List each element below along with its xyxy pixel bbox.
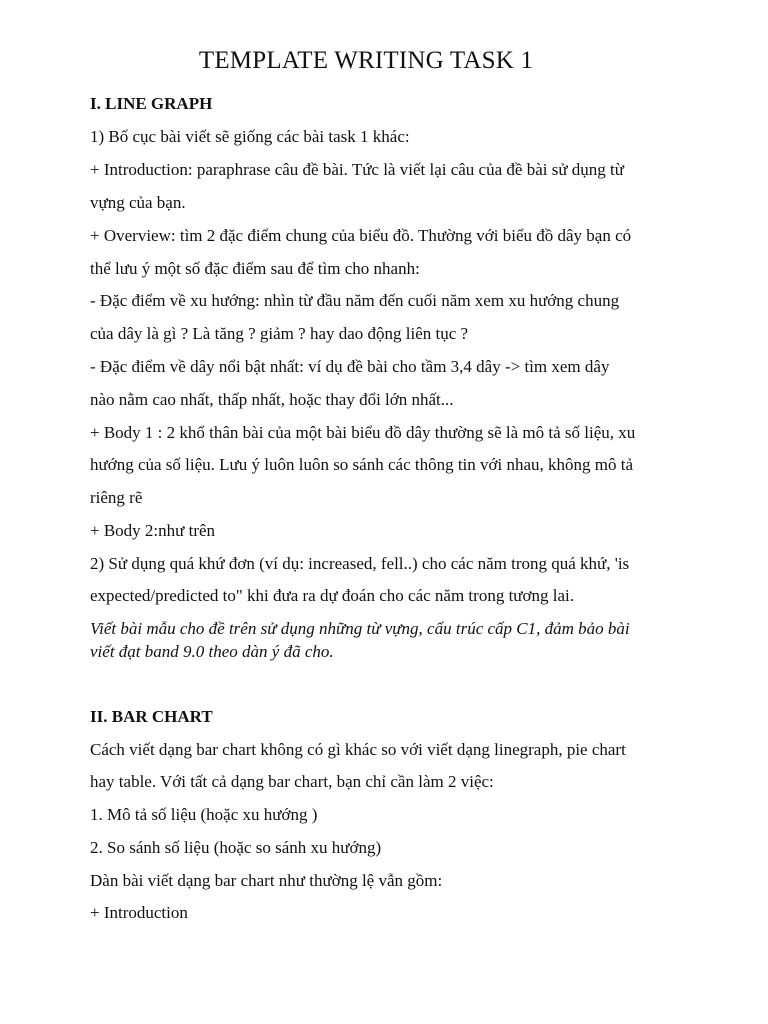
paragraph-line: hướng của số liệu. Lưu ý luôn luôn so sánh các thông tin với nhau, không mô tả [90, 455, 634, 474]
paragraph-line: 1. Mô tả số liệu (hoặc xu hướng ) [90, 805, 318, 824]
paragraph-line: 2) Sử dụng quá khứ đơn (ví dụ: increased, fell..) cho các năm trong quá khứ, 'is [90, 554, 630, 573]
paragraph-line: 2. So sánh số liệu (hoặc so sánh xu hướng) [90, 838, 382, 857]
paragraph-line: của dây là gì ? Là tăng ? giảm ? hay dao động liên tục ? [90, 324, 469, 343]
section-heading-line-graph: I. LINE GRAPH [90, 94, 213, 113]
paragraph-line: + Body 1 : 2 khổ thân bài của một bài biểu đồ dây thường sẽ là mô tả số liệu, xu [90, 423, 636, 442]
paragraph-line: + Introduction: paraphrase câu đề bài. Tức là viết lại câu của đề bài sử dụng từ [90, 160, 624, 179]
paragraph-line: riêng rẽ [90, 488, 143, 507]
paragraph-line: 1) Bố cục bài viết sẽ giống các bài task 1 khác: [90, 127, 410, 146]
paragraph-line: - Đặc điểm về dây nổi bật nhất: ví dụ đề bài cho tầm 3,4 dây -> tìm xem dây [90, 357, 610, 376]
paragraph-line: + Introduction [90, 903, 188, 922]
paragraph-line: + Body 2:như trên [90, 521, 216, 540]
section-heading-bar-chart: II. BAR CHART [90, 707, 213, 726]
italic-note-line: viết đạt band 9.0 theo dàn ý đã cho. [90, 642, 334, 661]
paragraph-line: nào nằm cao nhất, thấp nhất, hoặc thay đổi lớn nhất... [90, 390, 454, 409]
paragraph-line: vựng của bạn. [90, 193, 186, 212]
paragraph-line: Cách viết dạng bar chart không có gì khác so với viết dạng linegraph, pie chart [90, 740, 626, 759]
page-title: TEMPLATE WRITING TASK 1 [198, 47, 534, 74]
italic-note-line: Viết bài mẫu cho đề trên sử dụng những từ vựng, cấu trúc cấp C1, đảm bảo bài [90, 619, 630, 638]
paragraph-line: thể lưu ý một số đặc điểm sau để tìm cho nhanh: [90, 259, 420, 278]
paragraph-line: + Overview: tìm 2 đặc điểm chung của biểu đồ. Thường với biểu đồ dây bạn có [90, 226, 632, 245]
paragraph-line: Dàn bài viết dạng bar chart như thường lệ vẫn gồm: [90, 871, 443, 890]
paragraph-line: expected/predicted to" khi đưa ra dự đoán cho các năm trong tương lai. [90, 586, 574, 605]
paragraph-line: hay table. Với tất cả dạng bar chart, bạn chỉ cần làm 2 việc: [90, 772, 494, 791]
paragraph-line: - Đặc điểm về xu hướng: nhìn từ đầu năm đến cuối năm xem xu hướng chung [90, 291, 620, 310]
